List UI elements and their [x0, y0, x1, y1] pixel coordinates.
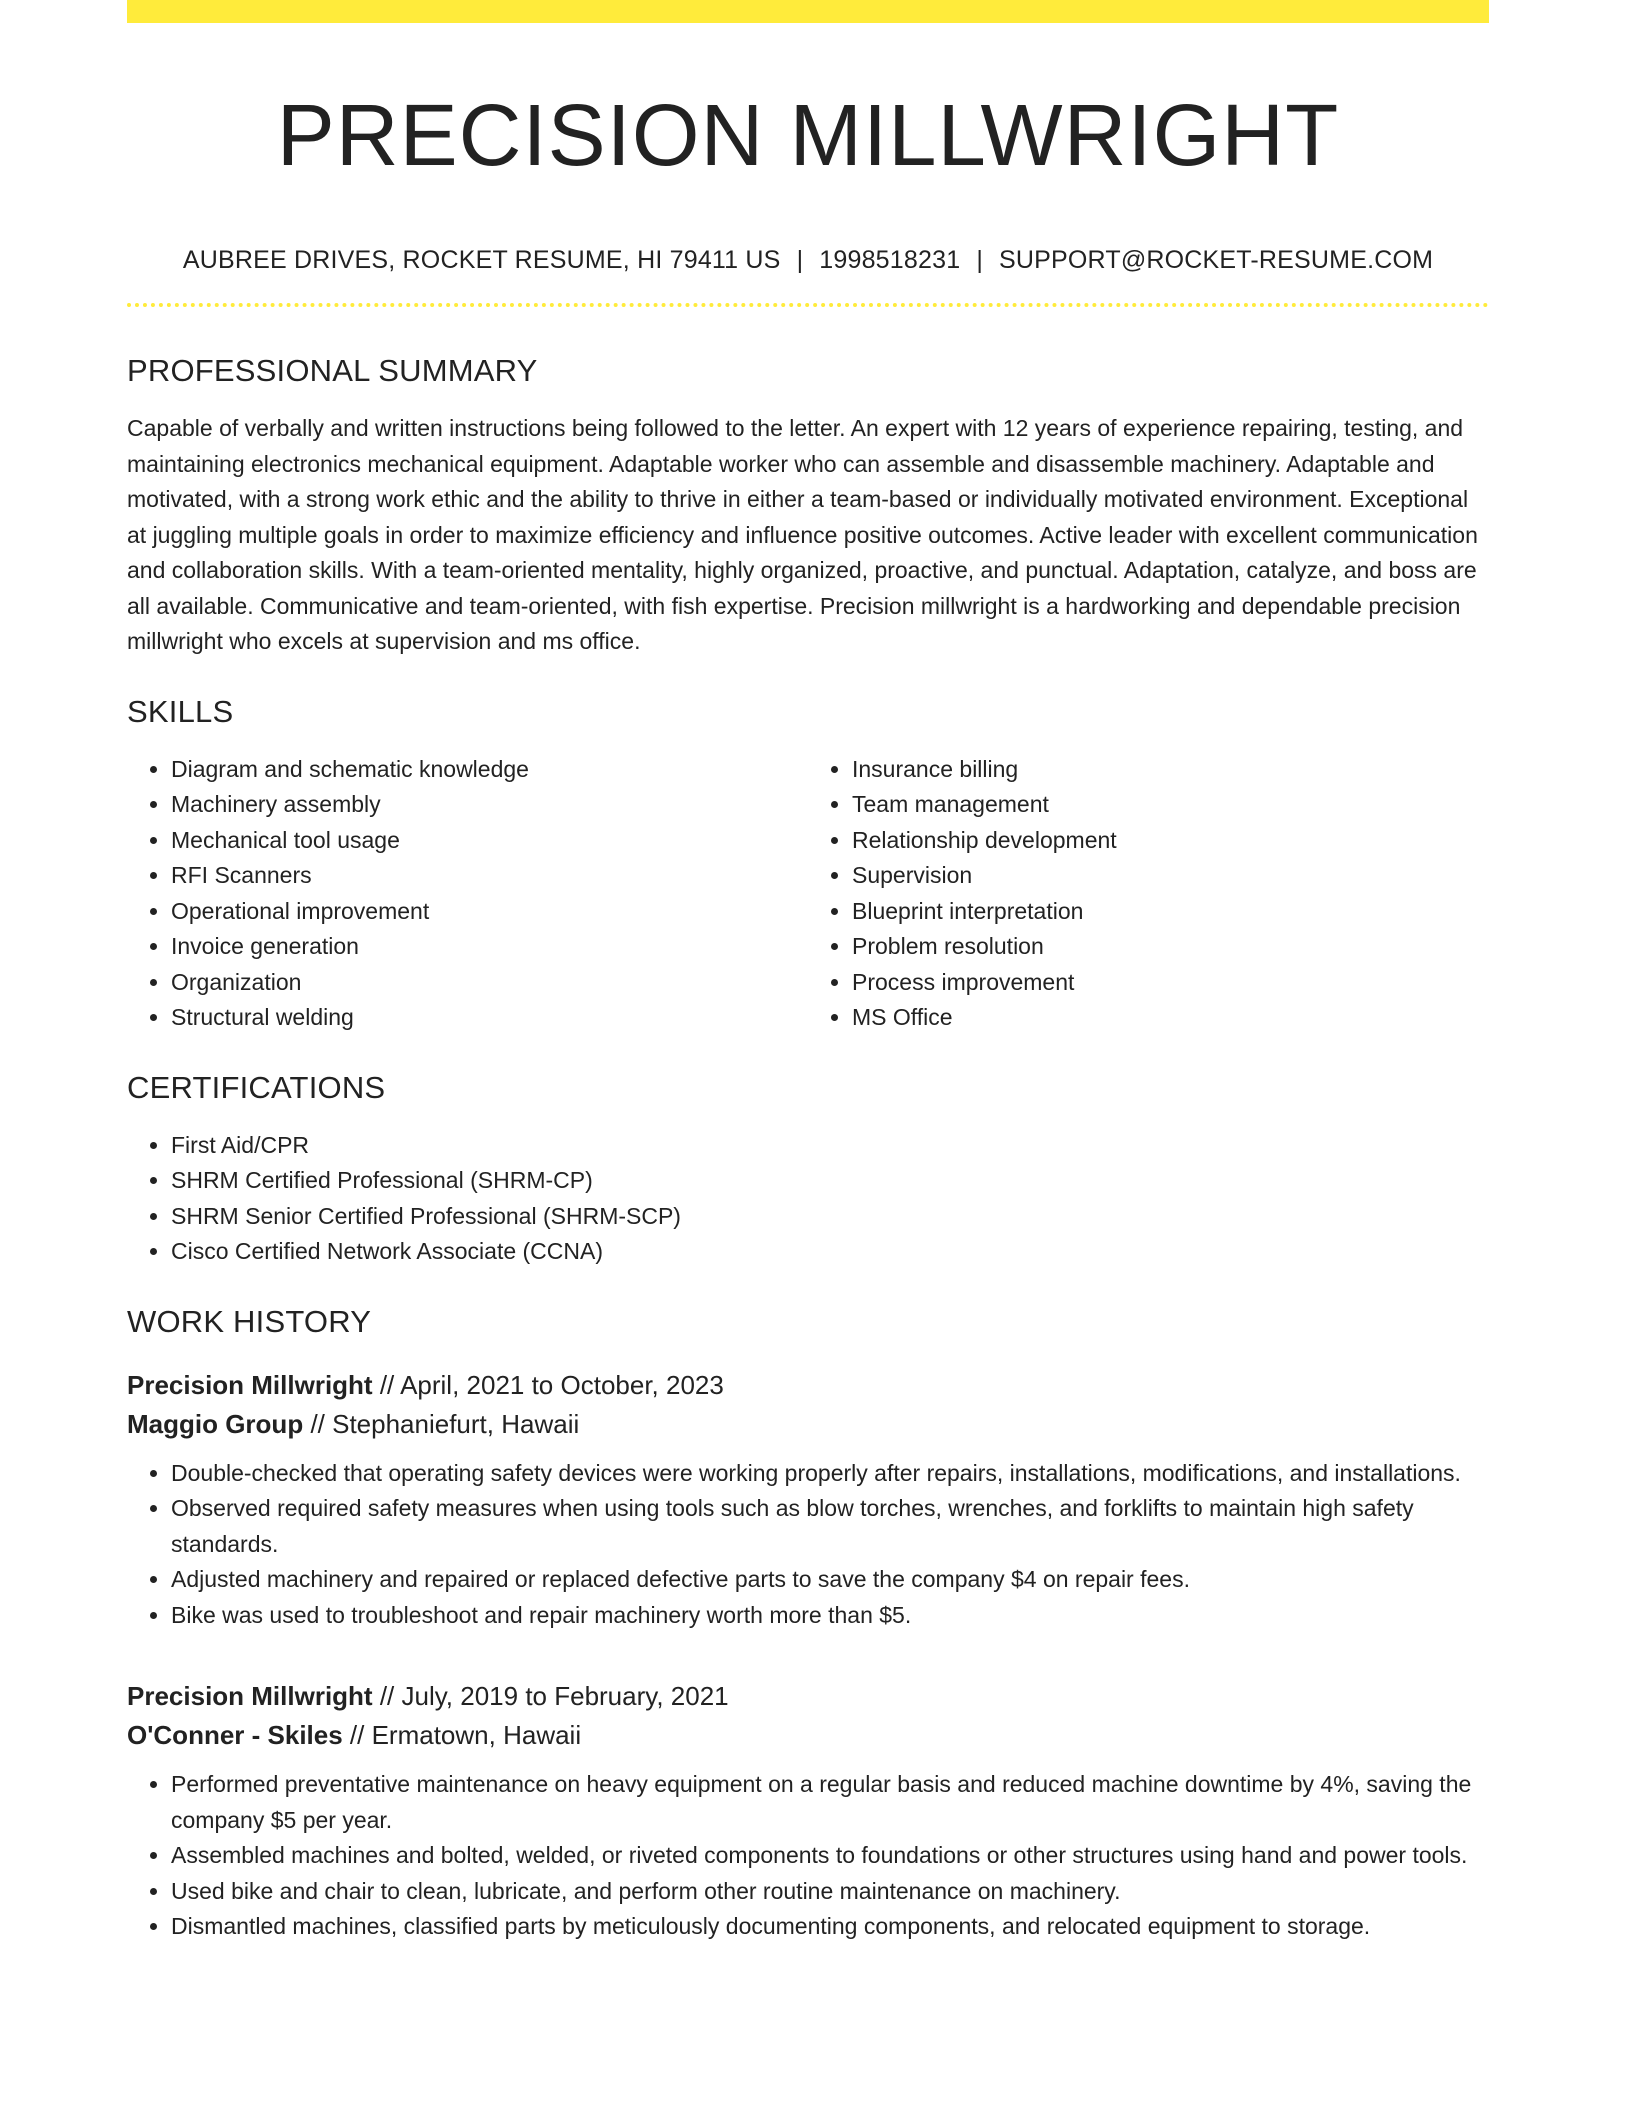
skill-item: • Machinery assembly: [171, 787, 808, 823]
resume-name: PRECISION MILLWRIGHT: [276, 87, 1340, 184]
skill-item: • RFI Scanners: [171, 858, 808, 894]
job-role-line: [127, 1677, 1489, 1716]
accent-top-bar: [127, 0, 1489, 23]
certifications-heading: CERTIFICATIONS: [127, 1069, 386, 1105]
skill-item: • Insurance billing: [852, 752, 1489, 788]
resume-page: [127, 0, 1489, 1945]
certification-item: • First Aid/CPR: [171, 1128, 1489, 1164]
contact-separator: |: [796, 246, 804, 274]
job-company: O'Conner - Skiles: [127, 1720, 343, 1750]
job-company: Maggio Group: [127, 1408, 304, 1439]
contact-line: [127, 244, 1489, 276]
skills-list-left: [127, 752, 808, 1036]
job-bullet: • Observed required safety measures when using tools such as blow torches, wrenches, and forklifts to maintain high safety standards.: [171, 1491, 1489, 1562]
contact-address: AUBREE DRIVES, ROCKET RESUME, HI 79411 US: [182, 246, 781, 274]
certification-item: • SHRM Certified Professional (SHRM-CP): [171, 1163, 1489, 1199]
job-company-line: [127, 1405, 1489, 1444]
skill-item: • Process improvement: [852, 965, 1489, 1001]
skill-item: • Supervision: [852, 858, 1489, 894]
job-location: // Stephaniefurt, Hawaii: [310, 1408, 580, 1439]
job-bullet: • Bike was used to troubleshoot and repair machinery worth more than $5.: [171, 1598, 1489, 1634]
certification-item: • Cisco Certified Network Associate (CCNA): [171, 1234, 1489, 1270]
job-entry: [127, 1366, 1489, 1634]
job-bullets: [127, 1456, 1489, 1634]
contact-separator: |: [976, 246, 984, 274]
skills-list-right: [808, 752, 1489, 1036]
job-dates: // April, 2021 to October, 2023: [379, 1369, 724, 1400]
skill-item: • Diagram and schematic knowledge: [171, 752, 808, 788]
job-bullet: • Adjusted machinery and repaired or replaced defective parts to save the company $4 on repair fees.: [171, 1562, 1489, 1598]
job-role: Precision Millwright: [127, 1681, 373, 1711]
job-bullet: • Double-checked that operating safety devices were working properly after repairs, installations, modifications, and installations.: [171, 1456, 1489, 1492]
job-entry: [127, 1677, 1489, 1945]
contact-phone[interactable]: 1998518231: [819, 246, 961, 274]
summary-heading: PROFESSIONAL SUMMARY: [127, 353, 538, 388]
skill-item: • Relationship development: [852, 823, 1489, 859]
job-bullets: [127, 1767, 1489, 1945]
skills-heading: SKILLS: [127, 693, 234, 729]
skill-item: • Organization: [171, 965, 808, 1001]
job-role-line: [127, 1366, 1489, 1405]
job-bullet: • Performed preventative maintenance on heavy equipment on a regular basis and reduced machine downtime by 4%, saving the company $5 per year.: [171, 1767, 1489, 1838]
skill-item: • Team management: [852, 787, 1489, 823]
job-location: // Ermatown, Hawaii: [349, 1720, 582, 1750]
job-company-line: [127, 1716, 1489, 1755]
work-history-heading: WORK HISTORY: [127, 1303, 372, 1339]
certifications-list: [127, 1128, 1489, 1270]
job-bullet: • Dismantled machines, classified parts by meticulously documenting components, and relocated equipment to storage.: [171, 1909, 1489, 1945]
dotted-divider: [127, 303, 1489, 307]
skill-item: • Problem resolution: [852, 929, 1489, 965]
job-bullet: • Assembled machines and bolted, welded, or riveted components to foundations or other structures using hand and power tools.: [171, 1838, 1489, 1874]
skill-item: • Operational improvement: [171, 894, 808, 930]
job-dates: // July, 2019 to February, 2021: [379, 1681, 729, 1711]
contact-email[interactable]: SUPPORT@ROCKET-RESUME.COM: [999, 246, 1434, 274]
job-bullet: • Used bike and chair to clean, lubricate, and perform other routine maintenance on machinery.: [171, 1874, 1489, 1910]
job-role: Precision Millwright: [127, 1369, 373, 1400]
skill-item: • Mechanical tool usage: [171, 823, 808, 859]
skill-item: • Structural welding: [171, 1000, 808, 1036]
skill-item: • Invoice generation: [171, 929, 808, 965]
skill-item: • MS Office: [852, 1000, 1489, 1036]
skill-item: • Blueprint interpretation: [852, 894, 1489, 930]
skills-grid: [127, 732, 1489, 1036]
summary-text: Capable of verbally and written instructions being followed to the letter. An expert with 12 years of experience repairing, testing, and maintaining electronics mechanical equipment. Adaptable worker who can assemble and disassemble machinery. Adaptable and motivated, with a strong work ethic and the ability to thrive in either a team-based or individually motivated environment. Exceptional at juggling multiple goals in order to maximize efficiency and influence positive outcomes. Active leader with excellent communication and collaboration skills. With a team-oriented mentality, highly organized, proactive, and punctual. Adaptation, catalyze, and boss are all available. Communicative and team-oriented, with fish expertise. Precision millwright is a hardworking and dependable precision millwright who excels at supervision and ms office.: [127, 415, 1478, 654]
certification-item: • SHRM Senior Certified Professional (SHRM-SCP): [171, 1199, 1489, 1235]
